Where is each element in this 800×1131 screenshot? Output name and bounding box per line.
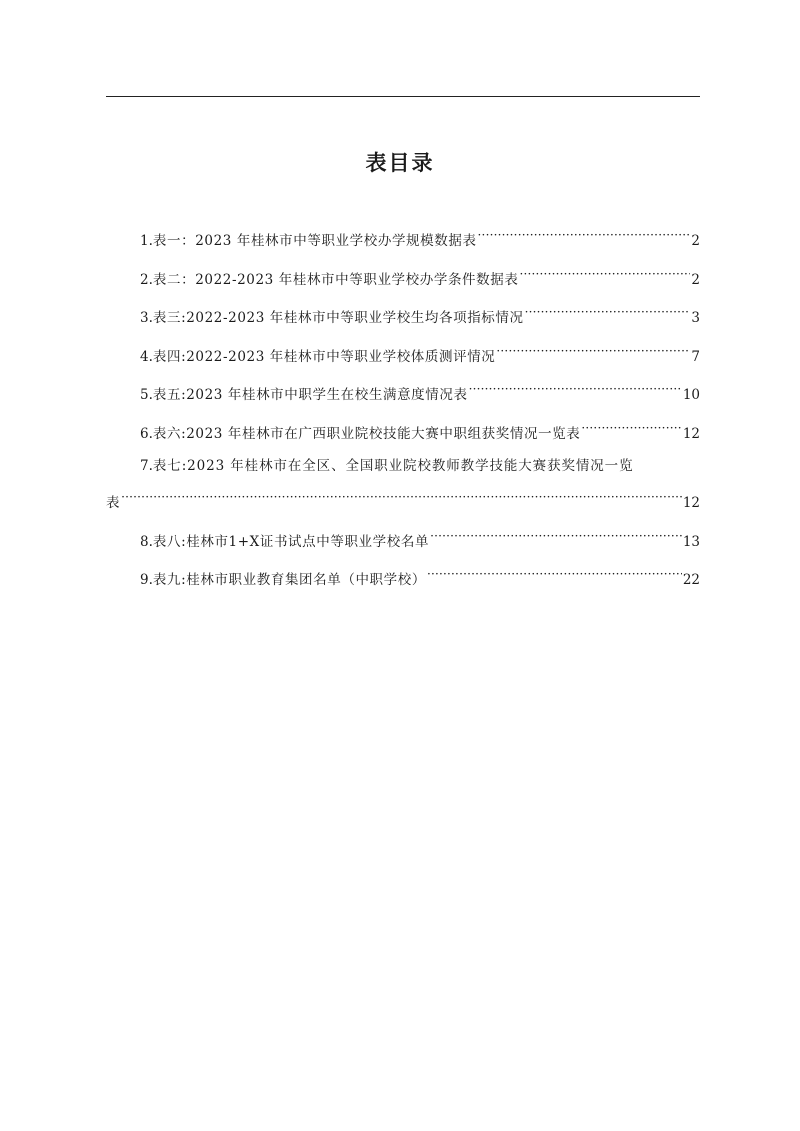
page-title: 表目录 — [365, 151, 435, 175]
toc-entry-number: 3. — [140, 310, 153, 326]
toc-entry-label: 表四:2022-2023 年桂林市中等职业学校体质测评情况 — [152, 348, 496, 365]
header-rule — [106, 96, 700, 97]
toc-entry-number: 8. — [140, 533, 153, 550]
toc-entry-number: 9. — [140, 572, 153, 588]
toc-entry-page: 12 — [682, 425, 700, 442]
dot-leader — [430, 527, 682, 546]
toc-entry-number: 4. — [140, 348, 153, 365]
toc-entry-number: 2. — [140, 271, 153, 288]
toc-entry-number: 5. — [140, 387, 153, 403]
toc-entry-page: 3 — [691, 310, 700, 326]
toc-entry-4[interactable] — [106, 342, 700, 365]
toc-entry-page: 10 — [682, 387, 700, 403]
toc-entry-9[interactable] — [106, 565, 700, 588]
toc-entry-first-line — [106, 457, 700, 476]
toc-entry-7[interactable] — [106, 457, 700, 511]
toc-entry-label: 表八:桂林市1+X证书试点中等职业学校名单 — [152, 533, 430, 550]
toc-entry-8[interactable] — [106, 527, 700, 550]
toc-entry-page: 13 — [682, 533, 700, 550]
toc-entry-second-line — [106, 488, 700, 511]
toc-entry-label: 表三:2022-2023 年桂林市中等职业学校生均各项指标情况 — [152, 310, 524, 326]
toc-entry-6[interactable] — [106, 419, 700, 442]
toc-entry-label: 表二：2022-2023 年桂林市中等职业学校办学条件数据表 — [152, 271, 519, 288]
toc-entry-1[interactable] — [106, 226, 700, 249]
toc-entry-label: 表五:2023 年桂林市中职学生在校生满意度情况表 — [152, 387, 468, 403]
toc-entry-2[interactable] — [106, 265, 700, 288]
toc-entry-label: 表一：2023 年桂林市中等职业学校办学规模数据表 — [152, 233, 477, 249]
toc-entry-page: 12 — [682, 495, 700, 511]
toc-entry-number: 1. — [140, 233, 153, 249]
toc-entry-number: 6. — [140, 425, 153, 442]
dot-leader — [121, 488, 682, 507]
toc-entry-label: 表九:桂林市职业教育集团名单（中职学校） — [152, 572, 426, 588]
toc-entry-page: 22 — [682, 572, 700, 588]
toc-entry-3[interactable] — [106, 303, 700, 326]
toc-entry-label: 表七:2023 年桂林市在全区、全国职业院校教师教学技能大赛获奖情况一览 — [152, 458, 634, 474]
toc-entry-page: 7 — [691, 348, 700, 365]
toc-entry-label-continued: 表 — [106, 495, 121, 511]
dot-leader — [427, 565, 682, 584]
toc-entry-page: 2 — [691, 271, 700, 288]
dot-leader — [519, 265, 690, 284]
toc-entry-label: 表六:2023 年桂林市在广西职业院校技能大赛中职组获奖情况一览表 — [152, 425, 581, 442]
dot-leader — [581, 419, 681, 438]
dot-leader — [478, 226, 691, 245]
toc-entry-number: 7. — [140, 458, 153, 474]
dot-leader — [525, 303, 691, 322]
toc-entry-5[interactable] — [106, 380, 700, 403]
toc-entry-page: 2 — [691, 233, 700, 249]
dot-leader — [469, 380, 682, 399]
table-of-contents — [106, 226, 700, 604]
dot-leader — [496, 342, 690, 361]
